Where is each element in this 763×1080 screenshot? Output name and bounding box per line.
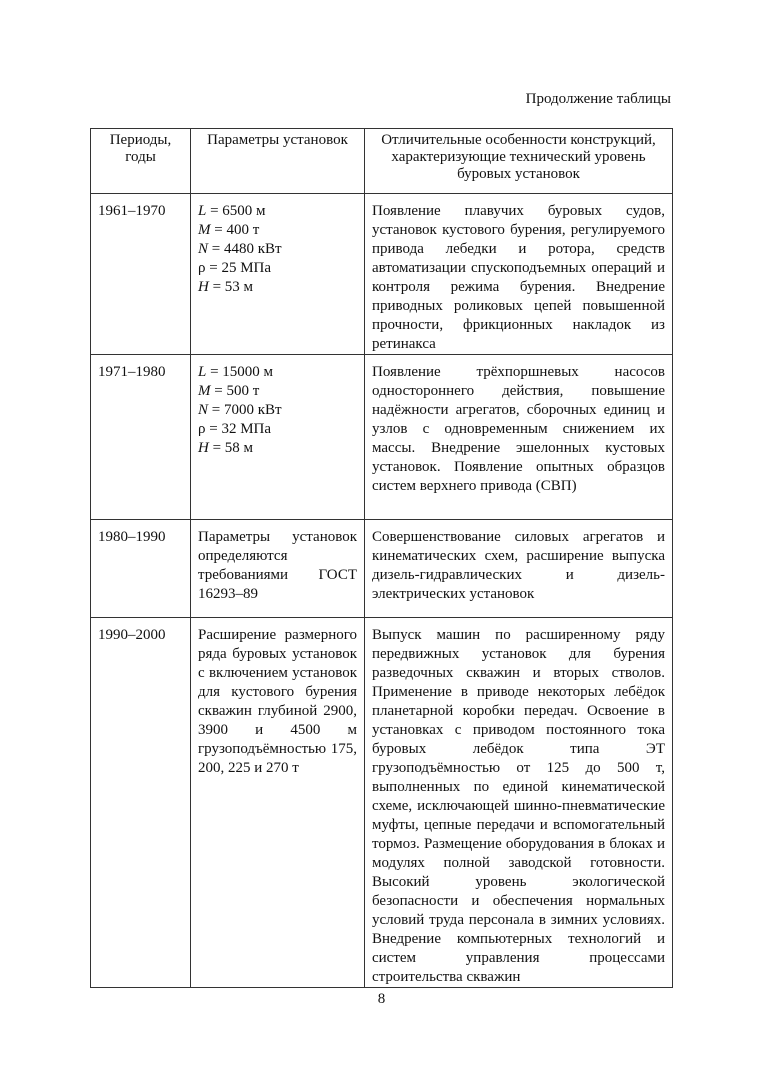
period-cell: 1961–1970 [91, 194, 191, 355]
period-cell: 1980–1990 [91, 520, 191, 618]
features-cell: Появление плавучих буровых судов, установок кустового бурения, регулируемого привода лебедки и ротора, средств автоматизации спускоподъемных операций и контроля режима бурения. Внедрение приводных роликовых цепей повышенной прочности, фрикционных накладок из ретинакса [365, 194, 673, 355]
drilling-rigs-table [90, 128, 673, 988]
period-cell: 1990–2000 [91, 618, 191, 988]
param-line: L = 15000 м [198, 364, 274, 380]
table-header-row [91, 129, 673, 194]
param-line: N = 4480 кВт [198, 241, 282, 257]
param-line: M = 400 т [198, 222, 260, 238]
features-cell: Совершенствование силовых агрегатов и кинематических схем, расширение выпуска дизель-гидравлических и дизель-электрических установок [365, 520, 673, 618]
params-cell: Параметры установок определяются требованиями ГОСТ 16293–89 [191, 520, 365, 618]
header-params: Параметры установок [191, 129, 365, 194]
param-line: H = 58 м [198, 440, 254, 456]
table-row [91, 618, 673, 988]
param-line: ρ = 25 МПа [198, 260, 272, 276]
param-line: M = 500 т [198, 383, 260, 399]
param-line: H = 53 м [198, 279, 254, 295]
features-cell: Выпуск машин по расширенному ряду передвижных установок для бурения разведочных скважин и вторых стволов. Применение в приводе некоторых лебёдок планетарной коробки передач. Освоение в установках с приводом постоянного тока буровых лебёдок типа ЭТ грузоподъёмностью от 125 до 500 т, выполненных по единой кинематической схеме, исключающей шинно-пневматические муфты, цепные передачи и вспомогательный тормоз. Размещение оборудования в блоках и модулях полной заводской готовности. Высокий уровень экологической безопасности и обеспечения нормальных условий труда персонала в зимних условиях. Внедрение компьютерных технологий и систем управления процессами строительства скважин [365, 618, 673, 988]
table-caption: Продолжение таблицы [525, 91, 671, 107]
page-number: 8 [377, 991, 386, 1007]
period-cell: 1971–1980 [91, 355, 191, 520]
param-line: N = 7000 кВт [198, 402, 282, 418]
table-row [91, 355, 673, 520]
params-cell [191, 355, 365, 520]
param-line: ρ = 32 МПа [198, 421, 272, 437]
params-cell [191, 194, 365, 355]
table-row [91, 520, 673, 618]
table-row [91, 194, 673, 355]
header-period: Периоды, годы [91, 129, 191, 194]
param-line: L = 6500 м [198, 203, 266, 219]
features-cell: Появление трёхпоршневых насосов одностороннего действия, повышение надёжности агрегатов, сборочных единиц и узлов с одновременным снижением их массы. Внедрение эшелонных кустовых установок. Появление опытных образцов систем верхнего привода (СВП) [365, 355, 673, 520]
header-features: Отличительные особенности конструкций, характеризующие технический уровень буровых установок [365, 129, 673, 194]
params-cell: Расширение размерного ряда буровых установок с включением установок для кустового бурения скважин глубиной 2900, 3900 и 4500 м грузоподъёмностью 175, 200, 225 и 270 т [191, 618, 365, 988]
